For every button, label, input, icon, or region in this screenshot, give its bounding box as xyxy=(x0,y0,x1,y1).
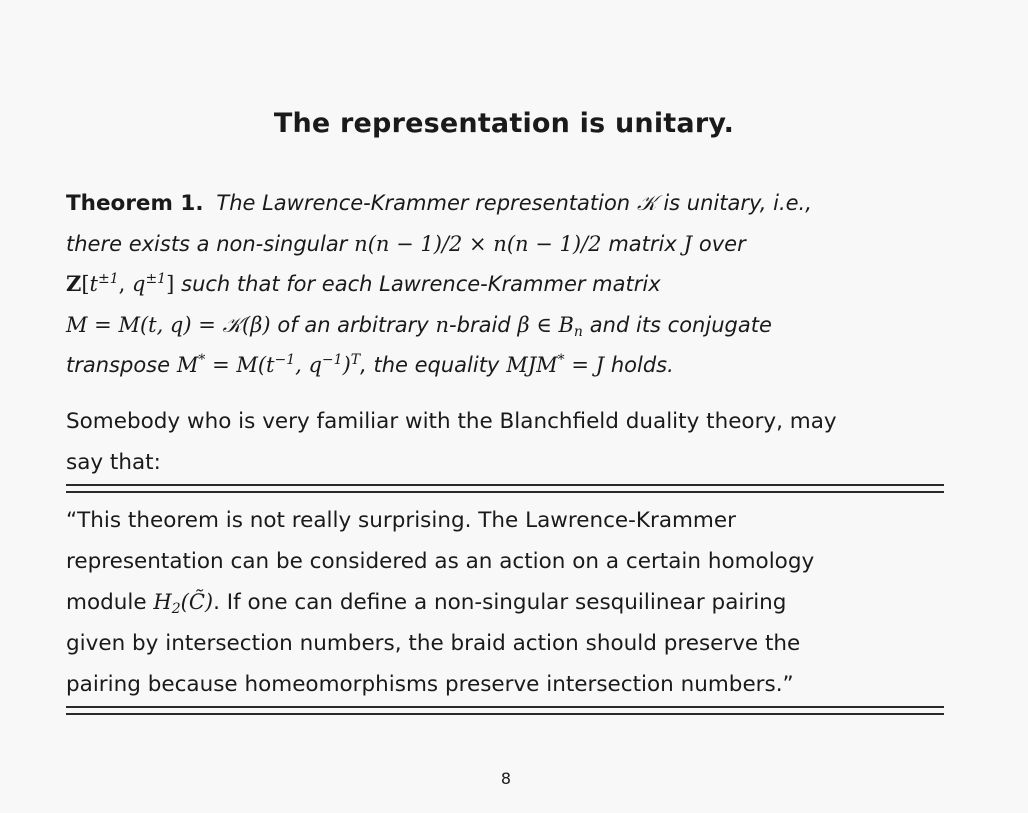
math-expression xyxy=(506,353,604,377)
math-symbol: , q xyxy=(295,353,322,377)
math-symbol: t xyxy=(89,272,98,296)
theorem-label: Theorem 1. xyxy=(66,191,204,216)
math-superscript: ±1 xyxy=(145,271,167,287)
theorem-text: , the equality xyxy=(360,353,500,377)
math-symbol: = M(t xyxy=(205,353,275,377)
math-symbol: ) xyxy=(342,353,351,377)
quote-line xyxy=(66,582,946,623)
theorem-text: of an arbitrary xyxy=(277,312,429,337)
math-symbol: = J xyxy=(564,353,605,377)
quote-text: module xyxy=(66,590,147,615)
quote-text: . If one can define a non-singular sesquilinear pairing xyxy=(213,590,787,615)
theorem-text: and its conjugate xyxy=(589,312,772,337)
theorem-text: matrix xyxy=(608,231,677,256)
theorem-text: over xyxy=(698,231,746,256)
quote-line: “This theorem is not really surprising. The Lawrence-Krammer xyxy=(66,508,736,533)
math-symbol: J xyxy=(683,231,693,256)
math-expression xyxy=(66,272,174,296)
math-expression: M = M(t, q) = 𝒦(β) xyxy=(66,312,271,337)
quote-line: given by intersection numbers, the braid action should preserve the xyxy=(66,631,801,656)
quote-line: representation can be considered as an action on a certain homology xyxy=(66,549,815,574)
theorem-line-1 xyxy=(66,183,946,224)
page-number: 8 xyxy=(500,769,512,788)
theorem-line-2 xyxy=(66,224,946,265)
math-symbol: ] xyxy=(166,272,175,296)
theorem-text: such that for each Lawrence-Krammer matrix xyxy=(181,272,661,296)
quote-bottom-rule xyxy=(66,713,944,715)
paragraph-line: say that: xyxy=(66,450,161,475)
intro-paragraph xyxy=(66,401,946,483)
math-symbol: Z xyxy=(66,271,82,296)
theorem-line-4 xyxy=(66,305,946,346)
math-symbol: 𝒦 xyxy=(636,191,657,215)
theorem-text: there exists a non-singular xyxy=(66,231,348,256)
math-symbol: n xyxy=(435,312,450,337)
math-expression xyxy=(177,353,360,377)
math-superscript: * xyxy=(557,352,565,368)
theorem-block xyxy=(66,183,946,386)
math-expression xyxy=(517,312,583,340)
math-subscript: n xyxy=(573,323,583,340)
theorem-line-3 xyxy=(66,264,946,305)
theorem-text: transpose xyxy=(66,353,171,377)
math-subscript: 2 xyxy=(171,601,181,617)
quote-line: pairing because homeomorphisms preserve intersection numbers.” xyxy=(66,672,794,697)
math-expression xyxy=(153,590,214,617)
math-symbol: β ∈ B xyxy=(517,312,574,337)
theorem-text: The Lawrence-Krammer representation xyxy=(216,191,631,215)
math-expression: n(n − 1)/2 × n(n − 1)/2 xyxy=(354,231,602,256)
math-symbol: H xyxy=(153,590,172,614)
paragraph-line: Somebody who is very familiar with the Blanchfield duality theory, may xyxy=(66,409,837,434)
math-symbol: MJM xyxy=(506,353,558,377)
quote-bottom-rule xyxy=(66,706,944,708)
theorem-text: is unitary, i.e., xyxy=(663,191,812,215)
quote-top-rule xyxy=(66,491,944,493)
math-superscript: ±1 xyxy=(98,271,119,287)
math-symbol: , xyxy=(118,272,132,296)
theorem-text: holds. xyxy=(610,353,674,377)
math-symbol: M xyxy=(176,353,199,377)
theorem-text: -braid xyxy=(449,312,511,337)
quote-block xyxy=(66,500,946,705)
slide-title: The representation is unitary. xyxy=(273,108,735,139)
theorem-line-5 xyxy=(66,345,946,386)
math-symbol: (C̃) xyxy=(180,590,214,614)
math-symbol: q xyxy=(132,272,146,296)
math-superscript: −1 xyxy=(274,352,296,368)
math-superscript: −1 xyxy=(321,352,343,368)
math-symbol: [ xyxy=(81,272,90,296)
math-superscript: * xyxy=(198,352,206,368)
math-superscript: T xyxy=(350,352,361,368)
quote-top-rule xyxy=(66,484,944,486)
